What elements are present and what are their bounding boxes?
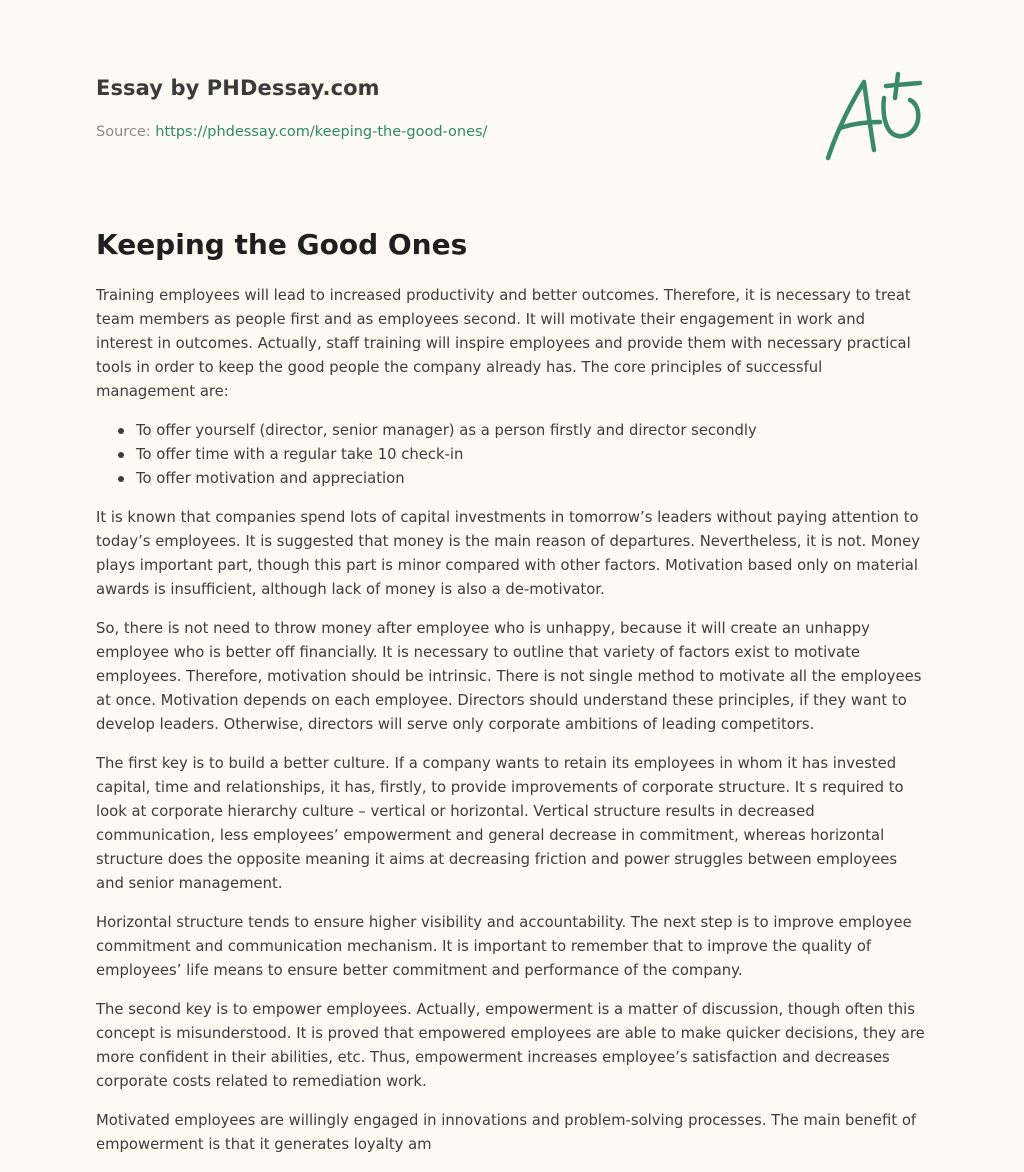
page-header xyxy=(96,0,936,200)
essay-paragraph: The first key is to build a better culture. If a company wants to retain its employees in whom it has invested capital, time and relationships, it has, firstly, to provide improvements of corporate structure. It s required to look at corporate hierarchy culture – vertical or horizontal. Vertical structure results in decreased communication, less employees’ empowerment and general decrease in commitment, whereas horizontal structure does the opposite meaning it aims at decreasing friction and power struggles between employees and senior management. xyxy=(96,755,904,892)
bullet-icon xyxy=(118,428,124,434)
essay-content xyxy=(96,226,926,1172)
bullet-icon xyxy=(118,452,124,458)
essay-title: Keeping the Good Ones xyxy=(96,228,468,261)
essay-paragraph: So, there is not need to throw money after employee who is unhappy, because it will create an unhappy employee who is better off financially. It is necessary to outline that variety of factors exist to motivate employees. Therefore, motivation should be intrinsic. There is not single method to motivate all the employees at once. Motivation depends on each employee. Directors should understand these principles, if they want to develop leaders. Otherwise, directors will serve only corporate ambitions of leading competitors. xyxy=(96,620,922,733)
list-item: To offer time with a regular take 10 check-in xyxy=(118,443,926,467)
bullet-icon xyxy=(118,476,124,482)
a-plus-grade-icon xyxy=(824,68,928,164)
essay-paragraph: Motivated employees are willingly engaged in innovations and problem-solving processes. The main benefit of empowerment is that it generates loyalty am xyxy=(96,1112,917,1153)
list-item: To offer motivation and appreciation xyxy=(118,467,926,491)
source-line xyxy=(96,124,487,140)
site-title: Essay by PHDessay.com xyxy=(96,76,380,100)
essay-paragraph: Training employees will lead to increased productivity and better outcomes. Therefore, it is necessary to treat team members as people first and as employees second. It will motivate their engagement in work and interest in outcomes. Actually, staff training will inspire employees and provide them with necessary practical tools in order to keep the good people the company already has. The core principles of successful management are: xyxy=(96,287,911,400)
essay-paragraph: The second key is to empower employees. Actually, empowerment is a matter of discussion, though often this concept is misunderstood. It is proved that empowered employees are able to make quicker decisions, they are more confident in their abilities, etc. Thus, empowerment increases employee’s satisfaction and decreases corporate costs related to remediation work. xyxy=(96,1001,925,1090)
source-label: Source: xyxy=(96,124,151,140)
source-link[interactable]: https://phdessay.com/keeping-the-good-ones/ xyxy=(155,124,488,140)
principles-list xyxy=(96,419,926,491)
list-item: To offer yourself (director, senior manager) as a person firstly and director secondly xyxy=(118,419,926,443)
essay-paragraph: Horizontal structure tends to ensure higher visibility and accountability. The next step is to improve employee commitment and communication mechanism. It is important to remember that to improve the quality of employees’ life means to ensure better commitment and performance of the company. xyxy=(96,914,912,979)
essay-paragraph: It is known that companies spend lots of capital investments in tomorrow’s leaders without paying attention to today’s employees. It is suggested that money is the main reason of departures. Nevertheless, it is not. Money plays important part, though this part is minor compared with other factors. Motivation based only on material awards is insufficient, although lack of money is also a de-motivator. xyxy=(96,509,920,598)
